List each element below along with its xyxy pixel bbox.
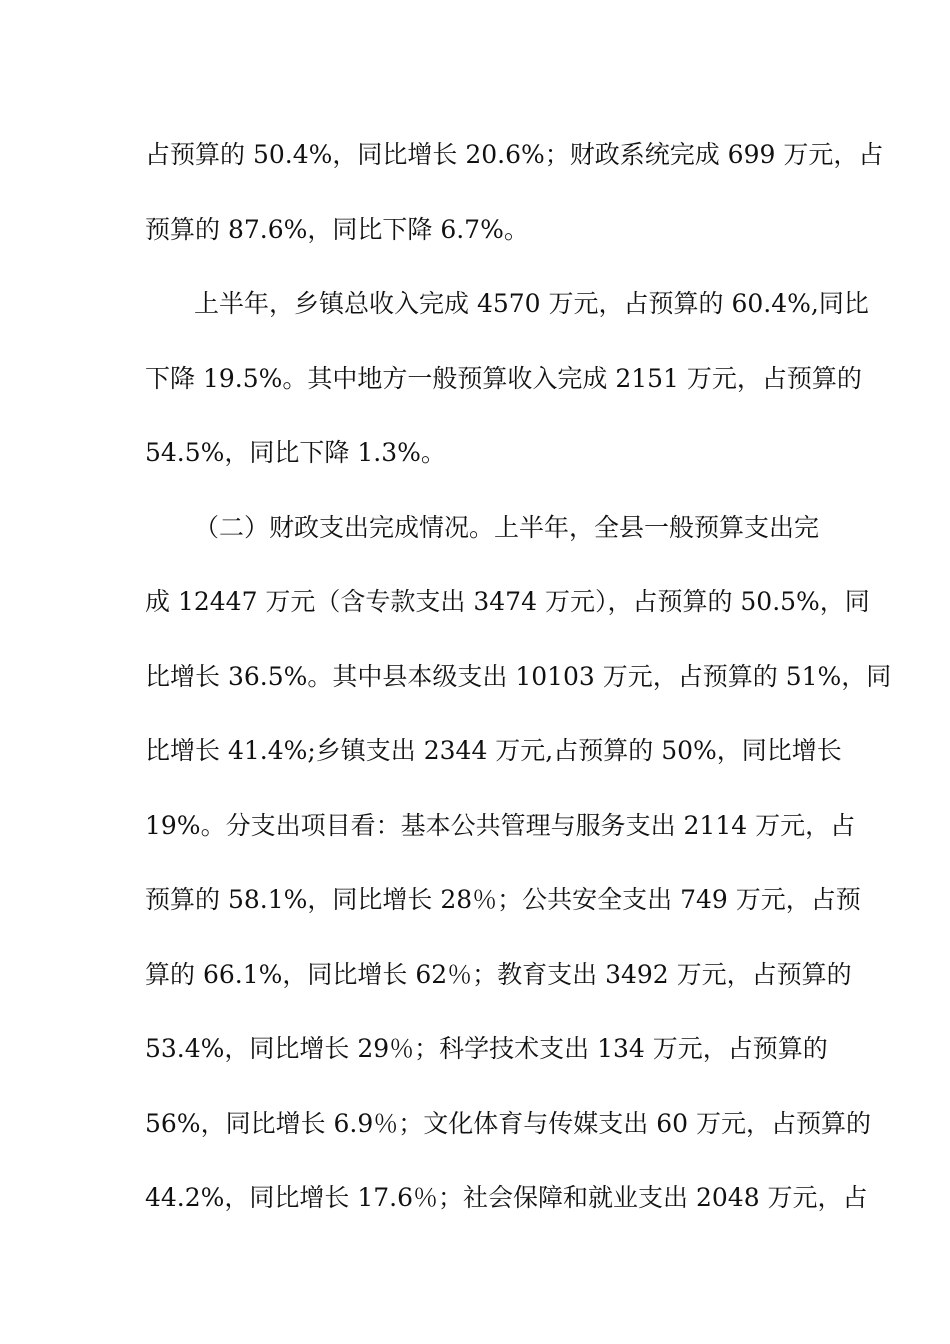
paragraph-line: 比增长 41.4%;乡镇支出 2344 万元,占预算的 50%，同比增长 [145,736,842,765]
paragraph-line: 44.2%，同比增长 17.6％；社会保障和就业支出 2048 万元，占 [145,1183,868,1212]
paragraph-line: 53.4%，同比增长 29％；科学技术支出 134 万元，占预算的 [145,1034,828,1063]
paragraph-line: 成 12447 万元（含专款支出 3474 万元），占预算的 50.5%，同 [145,587,870,616]
paragraph-line: 19%。分支出项目看：基本公共管理与服务支出 2114 万元，占 [145,811,856,840]
paragraph-line: 占预算的 50.4%，同比增长 20.6%；财政系统完成 699 万元，占 [145,140,884,169]
paragraph-line: 54.5%，同比下降 1.3%。 [145,438,446,467]
paragraph-line: 预算的 58.1%，同比增长 28％；公共安全支出 749 万元，占预 [145,885,861,914]
paragraph-line: （二）财政支出完成情况。上半年，全县一般预算支出完 [194,513,820,542]
paragraph-line: 下降 19.5%。其中地方一般预算收入完成 2151 万元，占预算的 [145,364,862,393]
paragraph-line: 算的 66.1%，同比增长 62％；教育支出 3492 万元，占预算的 [145,960,852,989]
paragraph-line: 比增长 36.5%。其中县本级支出 10103 万元，占预算的 51%，同 [145,662,892,691]
paragraph-line: 预算的 87.6%，同比下降 6.7%。 [145,215,529,244]
paragraph-line: 56%，同比增长 6.9％；文化体育与传媒支出 60 万元，占预算的 [145,1109,871,1138]
paragraph-line: 上半年，乡镇总收入完成 4570 万元，占预算的 60.4%,同比 [194,289,869,318]
